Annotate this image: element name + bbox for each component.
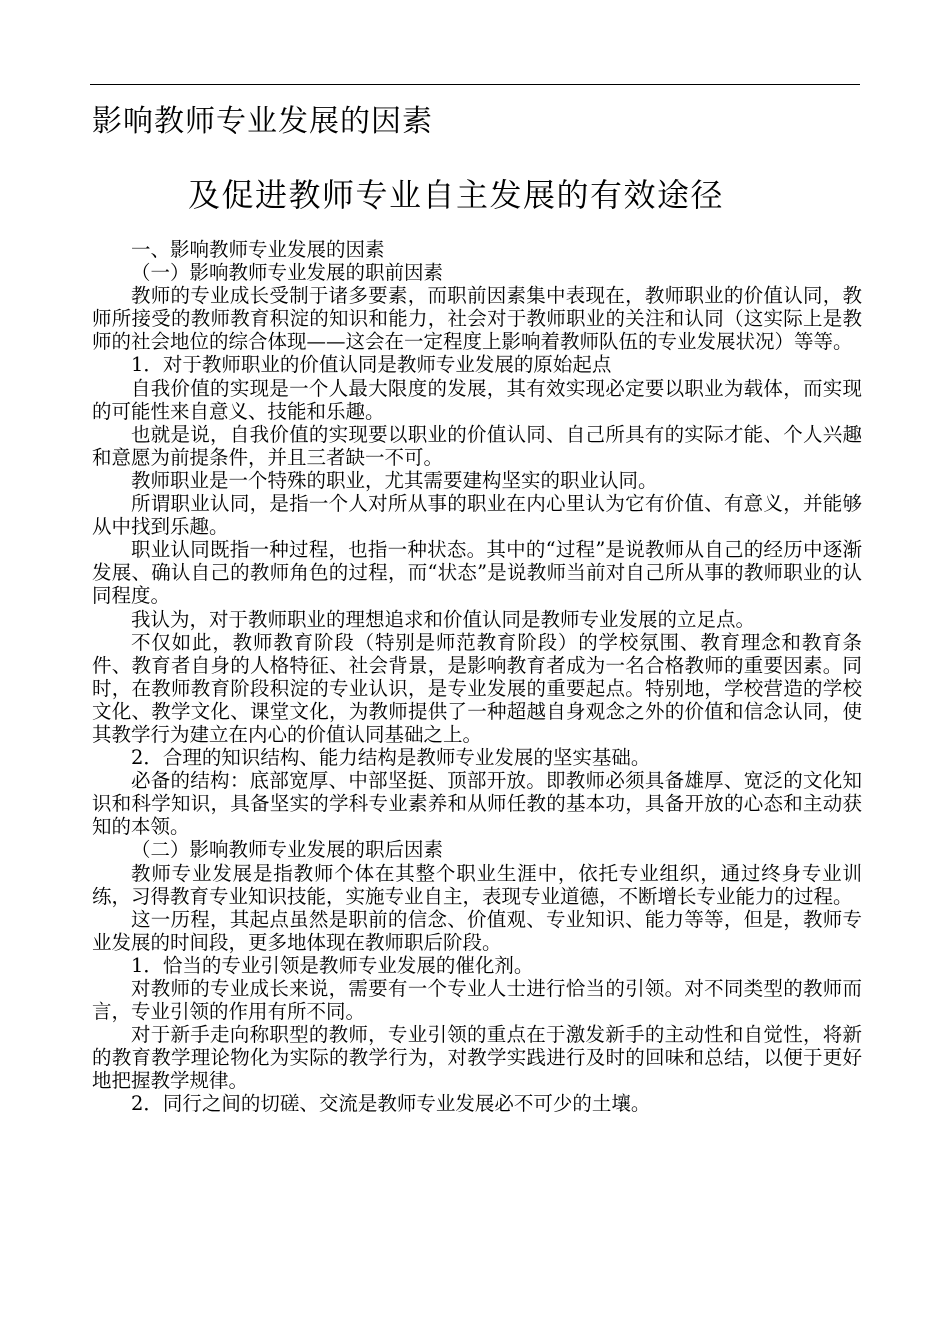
paragraph: 自我价值的实现是一个人最大限度的发展，其有效实现必定要以职业为载体，而实现的可能性来自意义、技能和乐趣。 (92, 376, 862, 423)
paragraph: 对于新手走向称职型的教师，专业引领的重点在于激发新手的主动性和自觉性，将新的教育教学理论物化为实际的教学行为，对教学实践进行及时的回味和总结，以便于更好地把握教学规律。 (92, 1023, 862, 1093)
paragraph: 不仅如此，教师教育阶段（特别是师范教育阶段）的学校氛围、教育理念和教育条件、教育者自身的人格特征、社会背景，是影响教育者成为一名合格教师的重要因素。同时，在教师教育阶段积淀的专业认识，是专业发展的重要起点。特别地，学校营造的学校文化、教学文化、课堂文化，为教师提供了一种超越自身观念之外的价值和信念认同，使其教学行为建立在内心的价值认同基础之上。 (92, 630, 862, 746)
paragraph: 这一历程，其起点虽然是职前的信念、价值观、专业知识、能力等等，但是，教师专业发展的时间段，更多地体现在教师职后阶段。 (92, 907, 862, 954)
title-line-2: 及促进教师专业自主发展的有效途径 (188, 176, 725, 214)
paragraph: 所谓职业认同，是指一个人对所从事的职业在内心里认为它有价值、有意义，并能够从中找到乐趣。 (92, 492, 862, 539)
paragraph: 我认为，对于教师职业的理想追求和价值认同是教师专业发展的立足点。 (131, 607, 756, 631)
header-rule (90, 84, 860, 85)
paragraph: 必备的结构：底部宽厚、中部坚挺、顶部开放。即教师必须具备雄厚、宽泛的文化知识和科学知识，具备坚实的学科专业素养和从师任教的基本功，具备开放的心态和主动获知的本领。 (92, 769, 862, 839)
paragraph: 2．合理的知识结构、能力结构是教师专业发展的坚实基础。 (131, 746, 651, 770)
paragraph: 教师的专业成长受制于诸多要素，而职前因素集中表现在，教师职业的价值认同，教师所接受的教师教育积淀的知识和能力，社会对于教师职业的关注和认同（这实际上是教师的社会地位的综合体现——这会在一定程度上影响着教师队伍的专业发展状况）等等。 (92, 284, 862, 354)
paragraph: 1．对于教师职业的价值认同是教师专业发展的原始起点 (131, 353, 612, 377)
title-line-1: 影响教师专业发展的因素 (92, 104, 433, 139)
paragraph: 1．恰当的专业引领是教师专业发展的催化剂。 (131, 953, 534, 977)
paragraph: （二）影响教师专业发展的职后因素 (131, 838, 444, 862)
document-body (92, 238, 862, 1116)
paragraph: 教师专业发展是指教师个体在其整个职业生涯中，依托专业组织，通过终身专业训练，习得教育专业知识技能，实施专业自主，表现专业道德，不断增长专业能力的过程。 (92, 861, 862, 908)
paragraph: 一、影响教师专业发展的因素 (131, 238, 385, 261)
paragraph: 2．同行之间的切磋、交流是教师专业发展必不可少的土壤。 (131, 1092, 651, 1116)
paragraph: 对教师的专业成长来说，需要有一个专业人士进行恰当的引领。对不同类型的教师而言，专业引领的作用有所不同。 (92, 977, 862, 1024)
paragraph: 职业认同既指一种过程，也指一种状态。其中的“过程”是说教师从自己的经历中逐渐发展、确认自己的教师角色的过程，而“状态”是说教师当前对自己所从事的教师职业的认同程度。 (92, 538, 862, 608)
paragraph: 也就是说，自我价值的实现要以职业的价值认同、自己所具有的实际才能、个人兴趣和意愿为前提条件，并且三者缺一不可。 (92, 422, 862, 469)
paragraph: （一）影响教师专业发展的职前因素 (131, 261, 444, 285)
paragraph: 教师职业是一个特殊的职业，尤其需要建构坚实的职业认同。 (131, 468, 658, 492)
